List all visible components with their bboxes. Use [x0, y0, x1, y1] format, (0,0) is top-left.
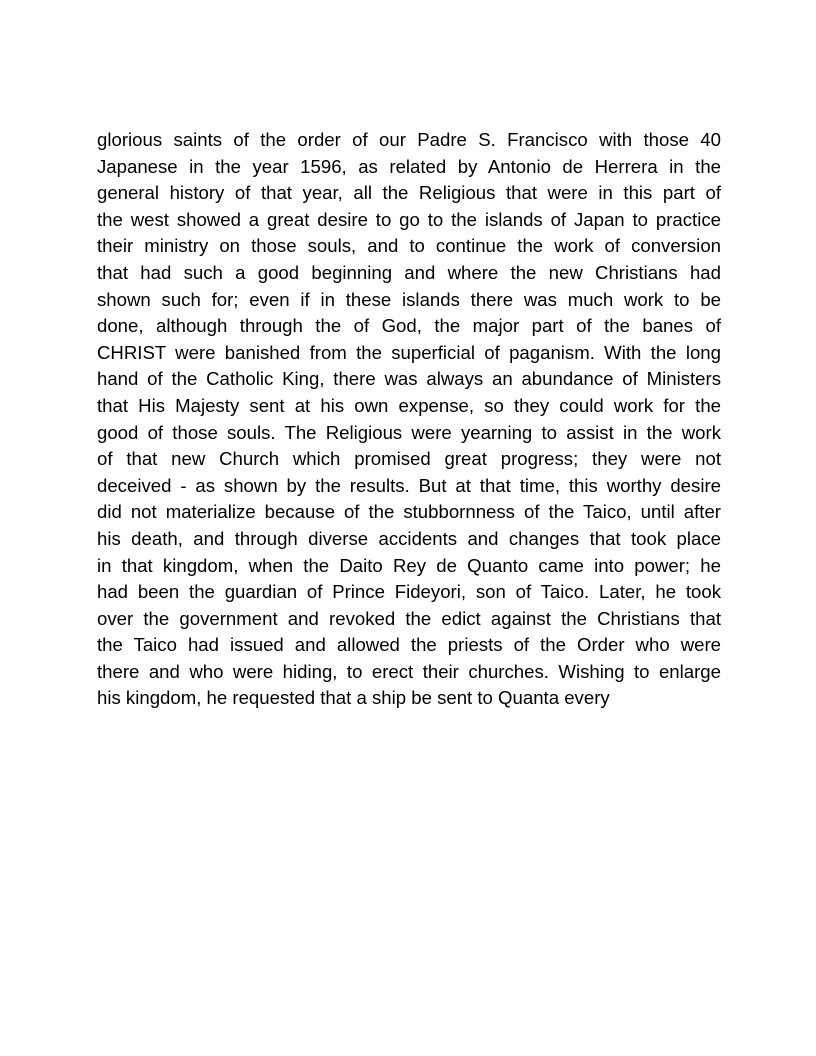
text-line: of that new Church which promised great progress; they were not: [97, 448, 721, 470]
text-line: Japanese in the year 1596, as related by Antonio de Herrera in the: [97, 155, 721, 177]
text-line: hand of the Catholic King, there was always an abundance of Ministers: [97, 368, 721, 390]
text-line: there and who were hiding, to erect their churches. Wishing to enlarge: [97, 660, 721, 682]
body-paragraph: [97, 127, 721, 712]
text-line: that His Majesty sent at his own expense, so they could work for the: [97, 394, 721, 416]
text-line: glorious saints of the order of our Padre S. Francisco with those 40: [97, 129, 721, 150]
text-line: deceived - as shown by the results. But at that time, this worthy desire: [97, 474, 721, 496]
text-line: general history of that year, all the Religious that were in this part of: [97, 182, 721, 204]
text-line: done, although through the of God, the major part of the banes of: [97, 315, 721, 337]
text-line: did not materialize because of the stubbornness of the Taico, until after: [97, 501, 721, 523]
text-line: good of those souls. The Religious were yearning to assist in the work: [97, 421, 721, 443]
text-line: the west showed a great desire to go to the islands of Japan to practice: [97, 208, 721, 230]
text-line: over the government and revoked the edict against the Christians that: [97, 607, 721, 629]
text-line: in that kingdom, when the Daito Rey de Quanto came into power; he: [97, 554, 721, 576]
text-line: their ministry on those souls, and to continue the work of conversion: [97, 235, 721, 257]
text-line: his death, and through diverse accidents and changes that took place: [97, 527, 721, 549]
text-line: had been the guardian of Prince Fideyori, son of Taico. Later, he took: [97, 581, 721, 603]
text-line-last: his kingdom, he requested that a ship be sent to Quanta every: [97, 687, 610, 709]
text-line: CHRIST were banished from the superficial of paganism. With the long: [97, 341, 721, 363]
text-line: shown such for; even if in these islands there was much work to be: [97, 288, 721, 310]
text-line: that had such a good beginning and where the new Christians had: [97, 261, 721, 283]
text-line: the Taico had issued and allowed the priests of the Order who were: [97, 634, 721, 656]
